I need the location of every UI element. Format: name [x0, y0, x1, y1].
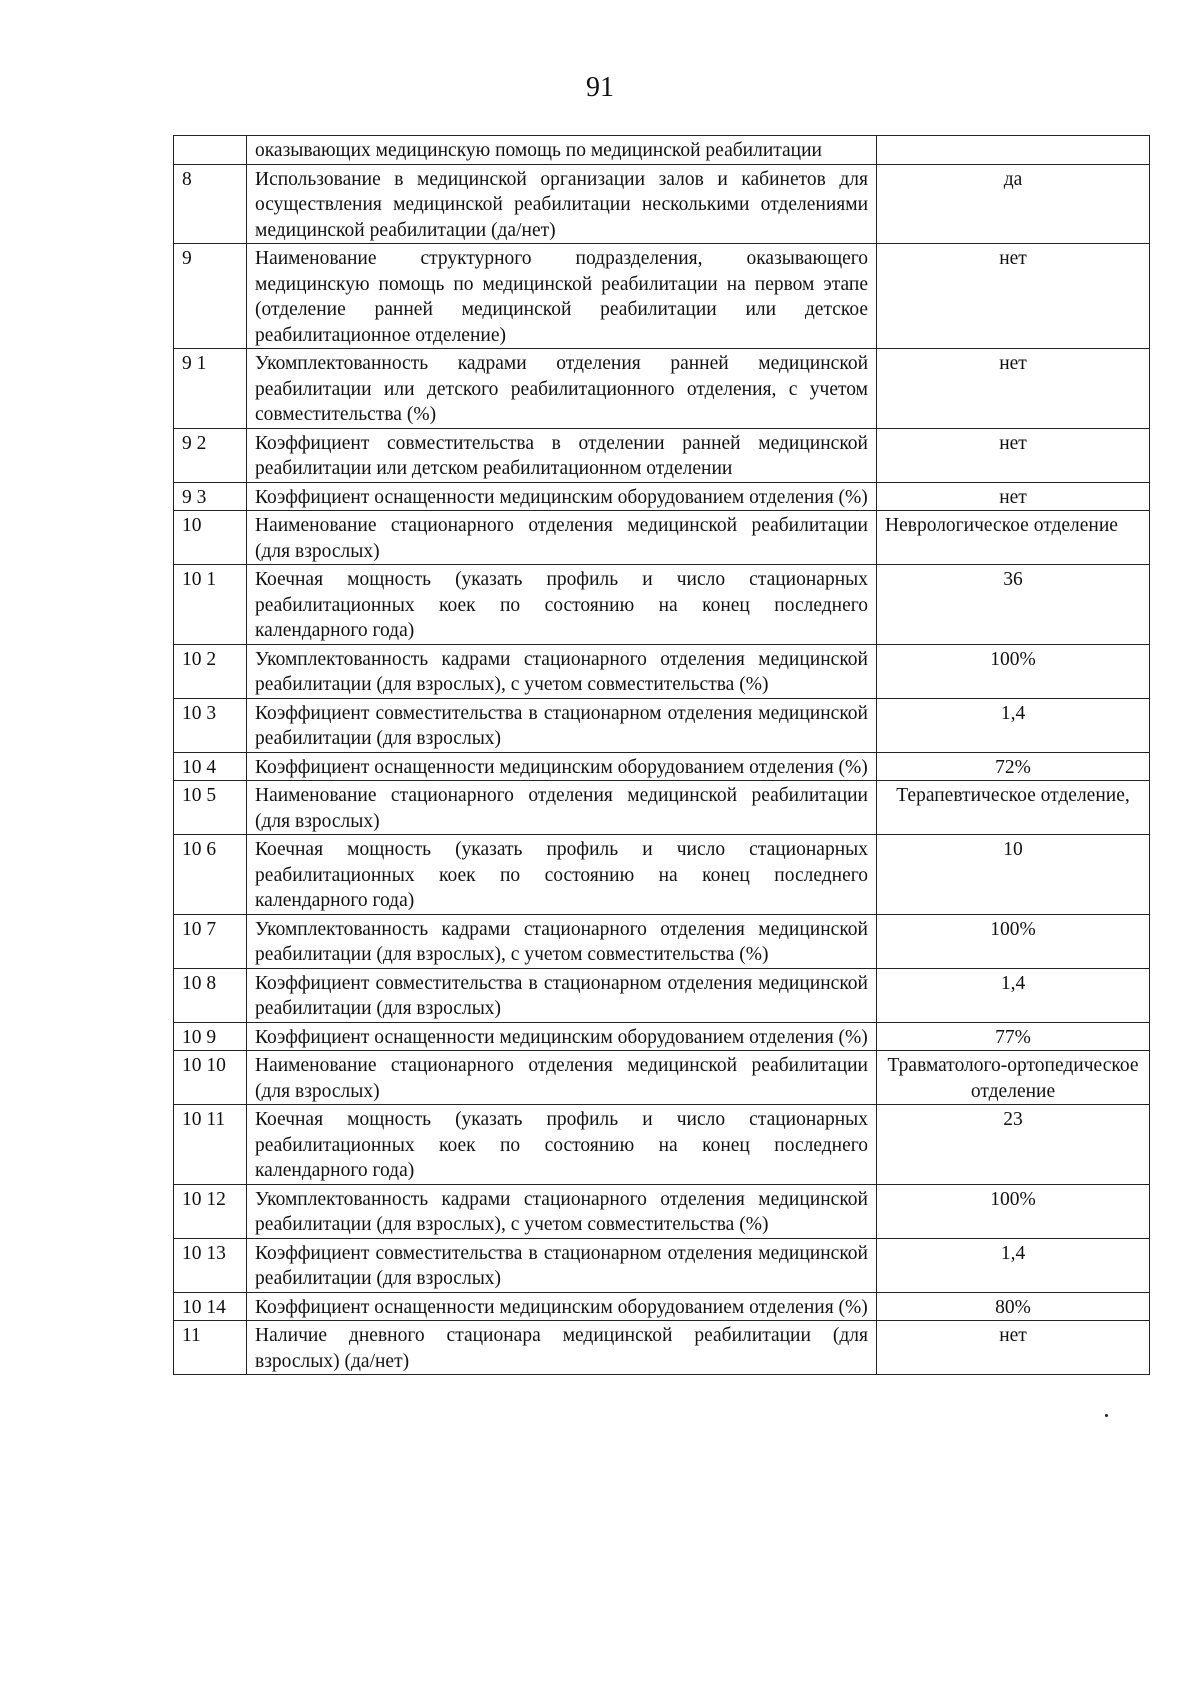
page-number: 91: [586, 72, 614, 103]
scan-speck: [1105, 1414, 1108, 1417]
row-number: [174, 136, 247, 165]
row-value: 1,4: [877, 968, 1150, 1022]
row-number: 10 5: [174, 781, 247, 835]
row-value: 80%: [877, 1292, 1150, 1321]
row-description: Использование в медицинской организации залов и кабинетов для осуществления медицинской реабилитации несколькими отделениями медицинской реабилитации (да/нет): [247, 164, 877, 244]
row-number: 11: [174, 1321, 247, 1375]
row-value: нет: [877, 482, 1150, 511]
row-description: Коэффициент оснащенности медицинским оборудованием отделения (%): [247, 1022, 877, 1051]
table-row: [174, 1051, 1150, 1105]
row-value: нет: [877, 349, 1150, 429]
table-row: [174, 1321, 1150, 1375]
row-number: 10 8: [174, 968, 247, 1022]
row-number: 9 3: [174, 482, 247, 511]
table-row: [174, 1184, 1150, 1238]
row-number: 10 14: [174, 1292, 247, 1321]
row-value: 36: [877, 565, 1150, 645]
row-description: Наименование стационарного отделения медицинской реабилитации (для взрослых): [247, 781, 877, 835]
table-row: [174, 781, 1150, 835]
row-description: Наличие дневного стационара медицинской реабилитации (для взрослых) (да/нет): [247, 1321, 877, 1375]
row-description: Наименование структурного подразделения, оказывающего медицинскую помощь по медицинской реабилитации на первом этапе (отделение ранней медицинской реабилитации или детское реабилитационное отделение): [247, 244, 877, 349]
table-row: [174, 698, 1150, 752]
row-description: Наименование стационарного отделения медицинской реабилитации (для взрослых): [247, 511, 877, 565]
row-value: 100%: [877, 914, 1150, 968]
table-row: [174, 1292, 1150, 1321]
row-number: 10 4: [174, 752, 247, 781]
row-value: [877, 136, 1150, 165]
row-description: Коэффициент совместительства в стационарном отделения медицинской реабилитации (для взрослых): [247, 968, 877, 1022]
table-row: [174, 1238, 1150, 1292]
row-description: Коэффициент совместительства в стационарном отделения медицинской реабилитации (для взрослых): [247, 698, 877, 752]
row-value: нет: [877, 428, 1150, 482]
row-value: 1,4: [877, 698, 1150, 752]
row-description: Коэффициент оснащенности медицинским оборудованием отделения (%): [247, 752, 877, 781]
row-number: 9 2: [174, 428, 247, 482]
row-value: 77%: [877, 1022, 1150, 1051]
row-value: нет: [877, 1321, 1150, 1375]
row-description: Укомплектованность кадрами стационарного отделения медицинской реабилитации (для взрослых), с учетом совместительства (%): [247, 1184, 877, 1238]
row-value: Неврологическое отделение: [877, 511, 1150, 565]
table-row: [174, 164, 1150, 244]
table-row: [174, 835, 1150, 915]
row-number: 10 7: [174, 914, 247, 968]
row-number: 10 12: [174, 1184, 247, 1238]
table-row: [174, 136, 1150, 165]
table-row: [174, 752, 1150, 781]
row-number: 10 6: [174, 835, 247, 915]
table-row: [174, 914, 1150, 968]
row-description: Коэффициент оснащенности медицинским оборудованием отделения (%): [247, 482, 877, 511]
row-value: 10: [877, 835, 1150, 915]
row-value: 100%: [877, 644, 1150, 698]
row-number: 10 1: [174, 565, 247, 645]
table-row: [174, 1105, 1150, 1185]
row-description: Наименование стационарного отделения медицинской реабилитации (для взрослых): [247, 1051, 877, 1105]
row-description: Укомплектованность кадрами стационарного отделения медицинской реабилитации (для взрослых), с учетом совместительства (%): [247, 644, 877, 698]
row-value: нет: [877, 244, 1150, 349]
table-row: [174, 1022, 1150, 1051]
row-number: 10 11: [174, 1105, 247, 1185]
table-row: [174, 644, 1150, 698]
row-value: да: [877, 164, 1150, 244]
table-row: [174, 511, 1150, 565]
row-description: Коечная мощность (указать профиль и число стационарных реабилитационных коек по состоянию на конец последнего календарного года): [247, 1105, 877, 1185]
row-number: 8: [174, 164, 247, 244]
row-value: 23: [877, 1105, 1150, 1185]
row-number: 10 2: [174, 644, 247, 698]
row-number: 10 9: [174, 1022, 247, 1051]
table-row: [174, 349, 1150, 429]
table-row: [174, 428, 1150, 482]
row-number: 9: [174, 244, 247, 349]
row-value: Травматолого-ортопедическое отделение: [877, 1051, 1150, 1105]
row-description: Коечная мощность (указать профиль и число стационарных реабилитационных коек по состоянию на конец последнего календарного года): [247, 565, 877, 645]
row-number: 10 10: [174, 1051, 247, 1105]
row-description: Коечная мощность (указать профиль и число стационарных реабилитационных коек по состоянию на конец последнего календарного года): [247, 835, 877, 915]
table-row: [174, 482, 1150, 511]
table-row: [174, 565, 1150, 645]
row-description: Коэффициент совместительства в отделении ранней медицинской реабилитации или детском реабилитационном отделении: [247, 428, 877, 482]
table-row: [174, 244, 1150, 349]
row-number: 10 3: [174, 698, 247, 752]
row-value: 100%: [877, 1184, 1150, 1238]
row-description: Укомплектованность кадрами отделения ранней медицинской реабилитации или детского реабилитационного отделения, с учетом совместительства (%): [247, 349, 877, 429]
row-description: Коэффициент оснащенности медицинским оборудованием отделения (%): [247, 1292, 877, 1321]
row-description: Укомплектованность кадрами стационарного отделения медицинской реабилитации (для взрослых), с учетом совместительства (%): [247, 914, 877, 968]
table-row: [174, 968, 1150, 1022]
row-number: 9 1: [174, 349, 247, 429]
row-number: 10 13: [174, 1238, 247, 1292]
indicators-table: [173, 135, 1150, 1375]
row-value: 72%: [877, 752, 1150, 781]
row-description: Коэффициент совместительства в стационарном отделения медицинской реабилитации (для взрослых): [247, 1238, 877, 1292]
row-value: 1,4: [877, 1238, 1150, 1292]
row-number: 10: [174, 511, 247, 565]
row-description: оказывающих медицинскую помощь по медицинской реабилитации: [247, 136, 877, 165]
row-value: Терапевтическое отделение,: [877, 781, 1150, 835]
